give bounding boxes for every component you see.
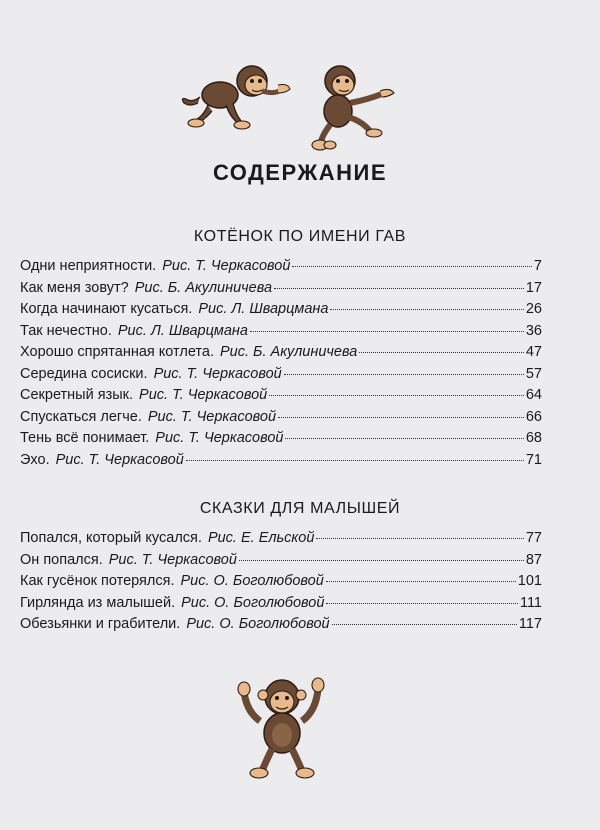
toc-entry[interactable] [20,616,542,638]
toc-entry-page: 77 [525,530,542,546]
dot-leader [326,603,518,604]
dot-leader [330,309,523,310]
toc-entry[interactable] [20,530,542,552]
monkey-left-icon [182,66,290,129]
toc-entry-artist: Рис. Б. Акулиничева [219,344,358,360]
toc-entry[interactable] [20,323,542,345]
toc-entry-title: Как меня зовут? [20,279,129,296]
toc-entry-title: Одни неприятности. [20,258,157,274]
toc-entry-title: Эхо. [20,451,50,468]
toc-entry-page: 71 [525,451,542,468]
toc-entry-title: Спускаться легче. [20,408,142,425]
toc-entry[interactable] [20,366,542,388]
toc-entry-title: Секретный язык. [20,387,134,403]
toc-entry-page: 47 [525,344,542,360]
toc-entry-title: Так нечестно. [20,322,112,339]
toc-entry-artist: Рис. Т. Черкасовой [108,551,237,568]
toc-entry-title: Гирлянда из малышей. [20,594,176,611]
toc-entry[interactable] [20,430,542,452]
toc-entry-page: 26 [525,301,542,317]
toc-entry-page: 117 [518,616,542,632]
toc-entry[interactable] [20,573,542,595]
toc-entry-artist: Рис. Е. Ельской [207,530,315,546]
monkey-waving-icon [238,678,324,778]
toc-entry[interactable] [20,280,542,302]
dot-leader [332,624,517,625]
toc-entry-artist: Рис. Т. Черкасовой [153,365,282,382]
toc-entry[interactable] [20,301,542,323]
monkey-waving-illustration [232,665,332,785]
toc-entry-artist: Рис. Т. Черкасовой [139,387,268,403]
dot-leader [278,417,524,418]
toc-entry-artist: Рис. Б. Акулиничева [134,279,273,296]
toc-list-tales [20,530,542,638]
section-title-tales: СКАЗКИ ДЛЯ МАЛЫШЕЙ [199,500,401,517]
toc-entry[interactable] [20,344,542,366]
toc-list-kitten [20,258,542,473]
dot-leader [292,266,532,267]
toc-entry-page: 57 [525,365,542,382]
toc-entry-artist: Рис. Т. Черкасовой [162,258,291,274]
toc-entry-title: Попался, который кусался. [20,530,202,546]
toc-entry[interactable] [20,452,542,474]
page-title: СОДЕРЖАНИЕ [212,160,388,185]
toc-entry-title: Когда начинают кусаться. [20,301,193,317]
toc-entry-page: 7 [533,258,542,274]
toc-entry-page: 64 [525,387,542,403]
dot-leader [285,438,523,439]
monkey-right-icon [312,66,394,150]
toc-entry[interactable] [20,552,542,574]
section-title-kitten: КОТЁНОК ПО ИМЕНИ ГАВ [193,228,407,245]
toc-entry-artist: Рис. Т. Черкасовой [155,430,284,446]
dot-leader [326,581,516,582]
dot-leader [250,331,524,332]
toc-entry-page: 68 [525,430,542,446]
toc-entry-page: 17 [525,279,542,296]
toc-entry-artist: Рис. О. Боголюбовой [181,594,325,611]
toc-entry-page: 87 [525,551,542,568]
dot-leader [269,395,524,396]
toc-entry-artist: Рис. Л. Шварцмана [117,322,248,339]
dot-leader [274,288,524,289]
toc-entry[interactable] [20,387,542,409]
toc-entry-artist: Рис. О. Боголюбовой [186,616,330,632]
dot-leader [316,538,523,539]
toc-entry-title: Середина сосиски. [20,365,148,382]
monkey-pair-illustration [180,55,420,155]
toc-entry-page: 101 [517,573,542,589]
toc-entry-artist: Рис. Т. Черкасовой [55,451,184,468]
dot-leader [359,352,524,353]
toc-entry-artist: Рис. Л. Шварцмана [198,301,329,317]
toc-entry-title: Как гусёнок потерялся. [20,573,175,589]
toc-entry[interactable] [20,595,542,617]
toc-entry-title: Обезьянки и грабители. [20,616,181,632]
dot-leader [239,560,524,561]
toc-entry[interactable] [20,258,542,280]
toc-entry-page: 36 [525,322,542,339]
toc-entry-page: 111 [519,594,542,611]
toc-entry-title: Хорошо спрятанная котлета. [20,344,214,360]
dot-leader [186,460,524,461]
toc-entry-title: Он попался. [20,551,103,568]
toc-entry-page: 66 [525,408,542,425]
toc-entry-artist: Рис. Т. Черкасовой [147,408,277,425]
toc-entry[interactable] [20,409,542,431]
toc-entry-artist: Рис. О. Боголюбовой [180,573,324,589]
toc-entry-title: Тень всё понимает. [20,430,150,446]
dot-leader [284,374,524,375]
